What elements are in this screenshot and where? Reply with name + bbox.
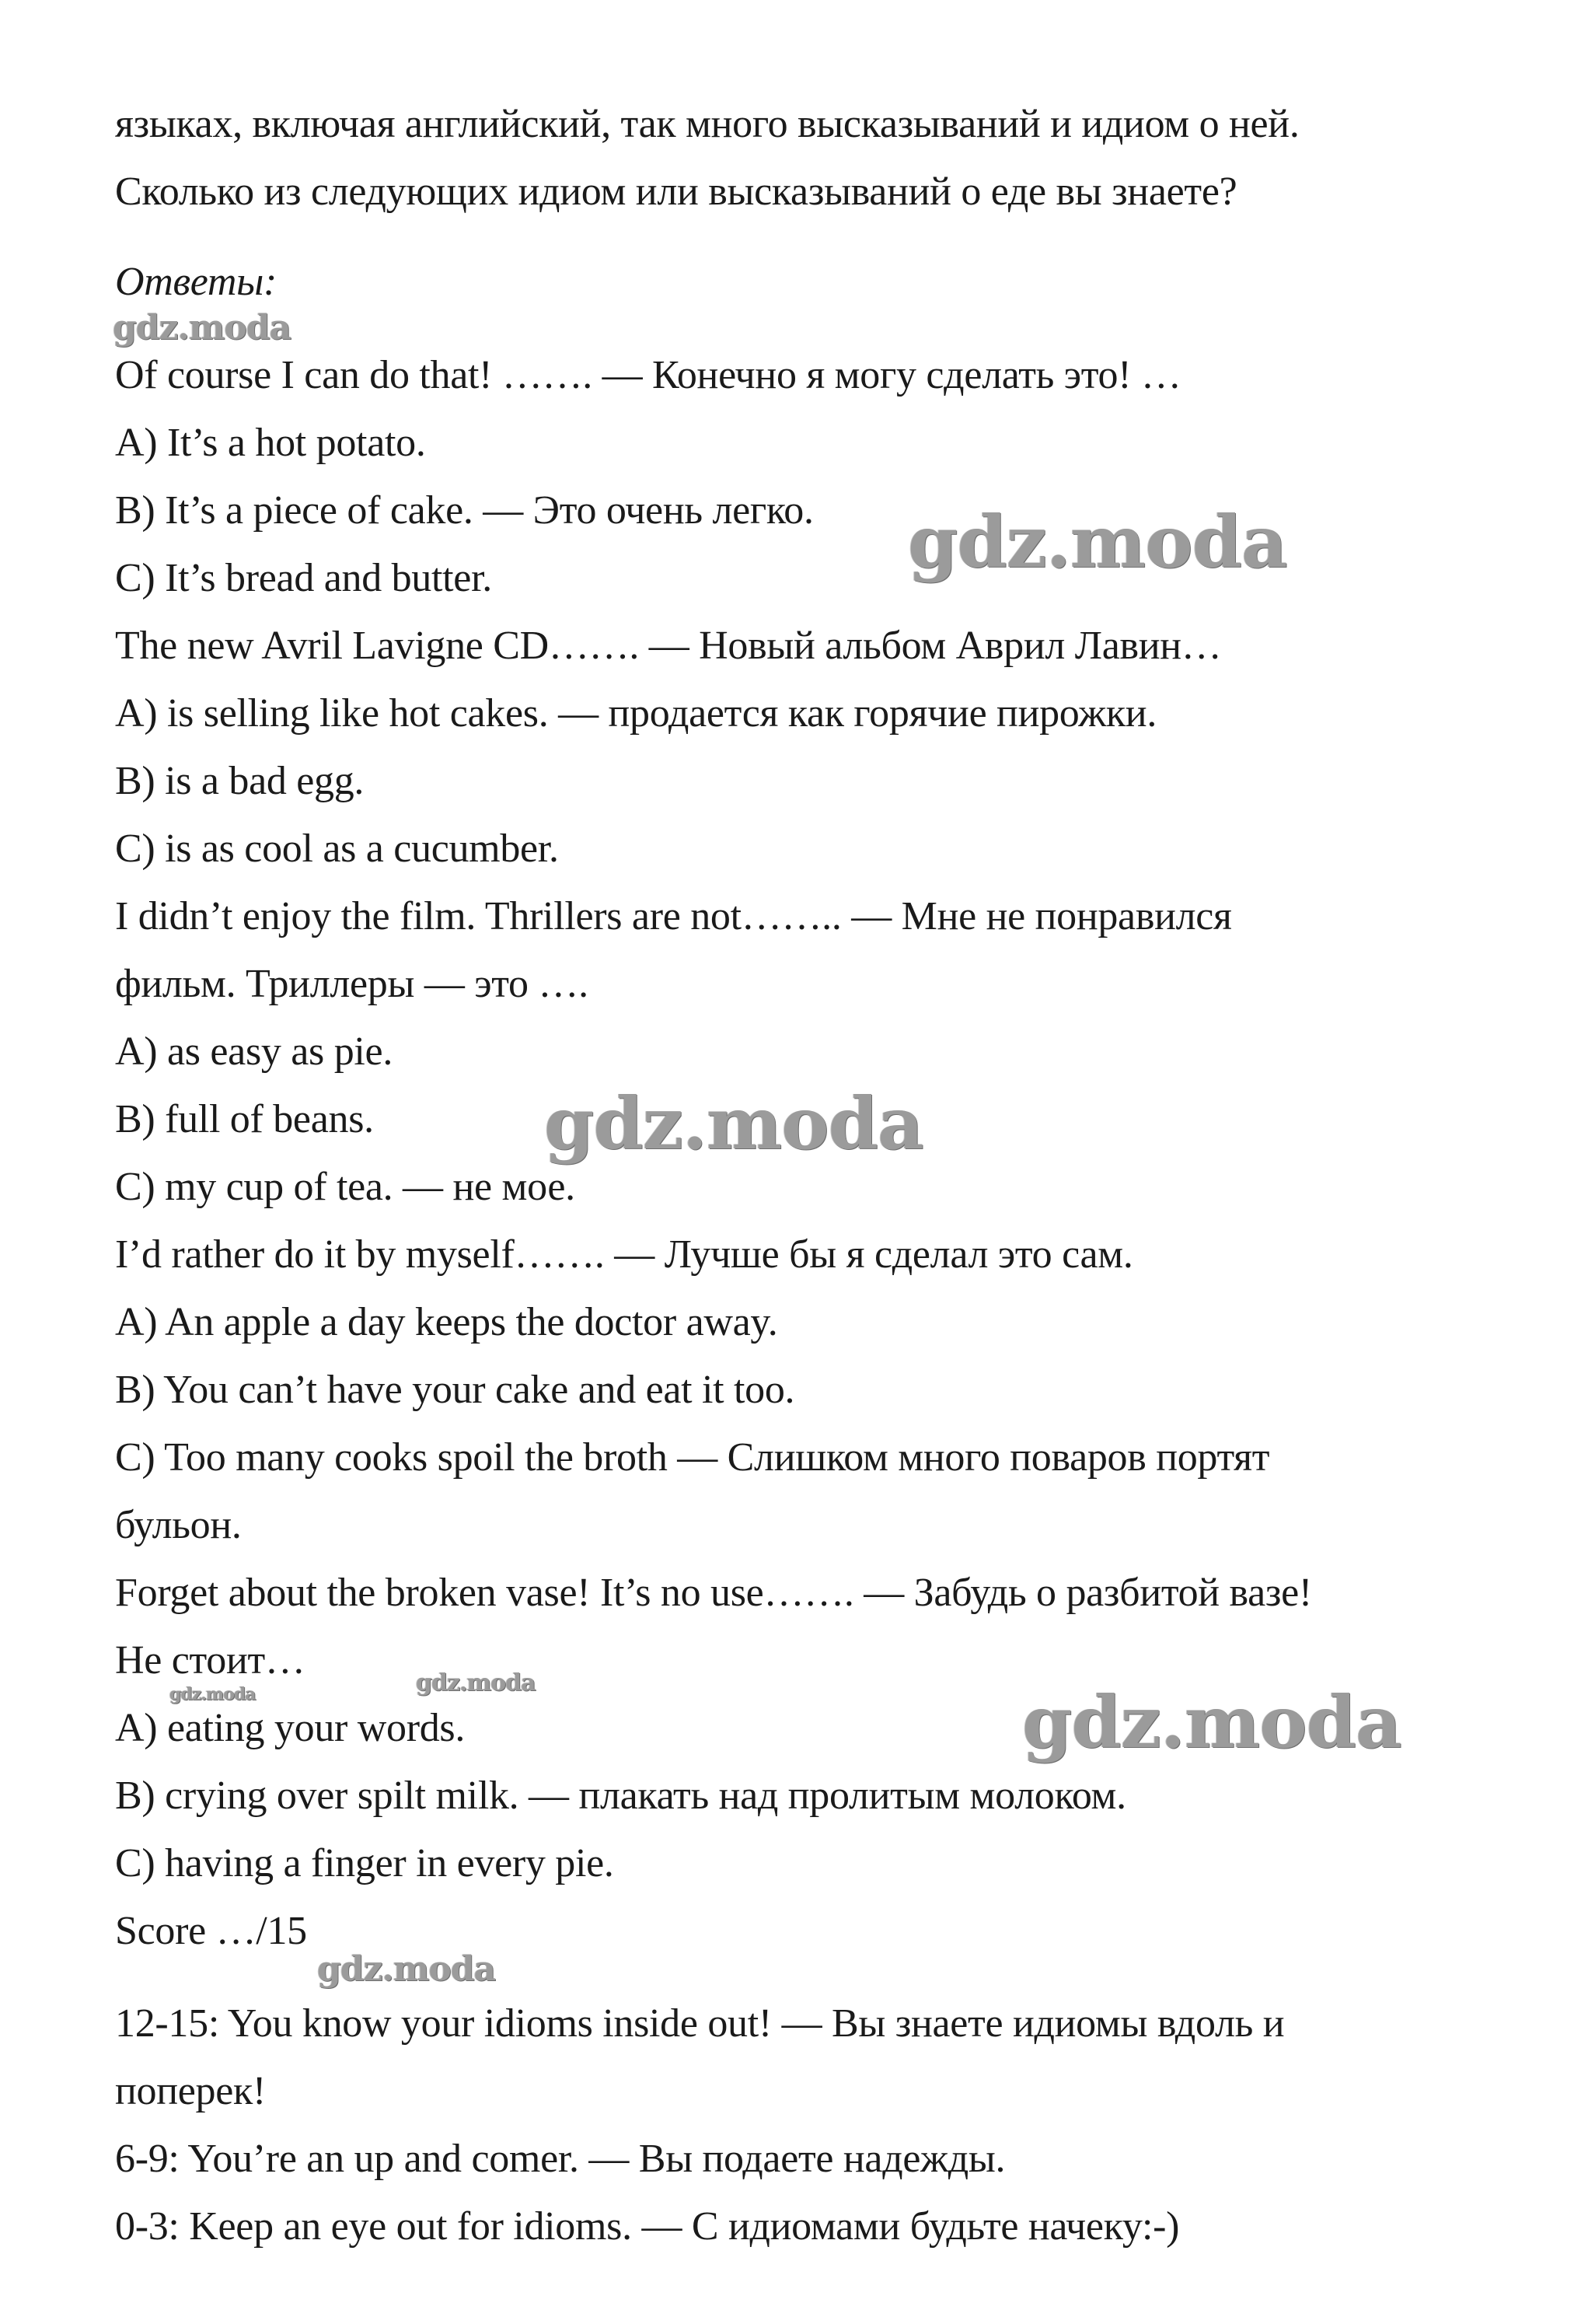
- result-12-15: 12-15: You know your idioms inside out! — Вы знаете идиомы вдоль и: [115, 2001, 1285, 2046]
- option-3b: B) full of beans.: [115, 1097, 374, 1141]
- intro-line-1: языках, включая английский, так много высказываний и идиом о ней.: [115, 102, 1300, 146]
- question-1: Of course I can do that! ……. — Конечно я могу сделать это! …: [115, 353, 1181, 397]
- option-2c: C) is as cool as a cucumber.: [115, 827, 559, 871]
- question-5-cont: Не стоит…: [115, 1638, 305, 1683]
- question-3: I didn’t enjoy the film. Thrillers are not…….. — Мне не понравился: [115, 894, 1232, 938]
- option-3a: A) as easy as pie.: [115, 1029, 393, 1074]
- watermark-large-2: gdz.moda: [544, 1082, 923, 1165]
- question-2: The new Avril Lavigne CD……. — Новый альбом Аврил Лавин…: [115, 624, 1222, 668]
- option-5a: A) eating your words.: [115, 1706, 466, 1750]
- question-5: Forget about the broken vase! It’s no use……. — Забудь о разбитой вазе!: [115, 1571, 1312, 1615]
- option-5c: C) having a finger in every pie.: [115, 1841, 614, 1885]
- option-2b: B) is a bad egg.: [115, 759, 365, 803]
- result-0-3: 0-3: Keep an eye out for idioms. — С идиомами будьте начеку:-): [115, 2204, 1180, 2249]
- option-4b: B) You can’t have your cake and eat it too.: [115, 1368, 795, 1412]
- option-1b: B) It’s a piece of cake. — Это очень легко.: [115, 488, 814, 533]
- intro-line-2: Сколько из следующих идиом или высказываний о еде вы знаете?: [115, 169, 1237, 214]
- answers-label: Ответы:: [115, 260, 277, 304]
- option-2a: A) is selling like hot cakes. — продается как горячие пирожки.: [115, 691, 1157, 736]
- option-3c: C) my cup of tea. — не мое.: [115, 1165, 575, 1209]
- watermark-small-2: gdz.moda: [317, 1949, 496, 1989]
- option-4a: A) An apple a day keeps the doctor away.: [115, 1300, 778, 1344]
- watermark-tiny-1: gdz.moda: [416, 1669, 536, 1697]
- result-12-15-cont: поперек!: [115, 2069, 266, 2113]
- option-1c: C) It’s bread and butter.: [115, 556, 492, 600]
- question-4: I’d rather do it by myself……. — Лучше бы я сделал это сам.: [115, 1232, 1133, 1277]
- question-3-cont: фильм. Триллеры — это ….: [115, 962, 588, 1006]
- option-1a: A) It’s a hot potato.: [115, 421, 426, 465]
- watermark-large-1: gdz.moda: [908, 500, 1287, 584]
- watermark-micro-1: gdz.moda: [169, 1684, 256, 1704]
- option-4c: C) Too many cooks spoil the broth — Слишком много поваров портят: [115, 1435, 1270, 1480]
- score-line: Score …/15: [115, 1909, 307, 1953]
- result-6-9: 6-9: You’re an up and comer. — Вы подаете надежды.: [115, 2137, 1006, 2181]
- watermark-large-3: gdz.moda: [1022, 1680, 1401, 1764]
- option-5b: B) crying over spilt milk. — плакать над пролитым молоком.: [115, 1774, 1126, 1818]
- watermark-small-1: gdz.moda: [113, 308, 291, 348]
- option-4c-cont: бульон.: [115, 1503, 242, 1547]
